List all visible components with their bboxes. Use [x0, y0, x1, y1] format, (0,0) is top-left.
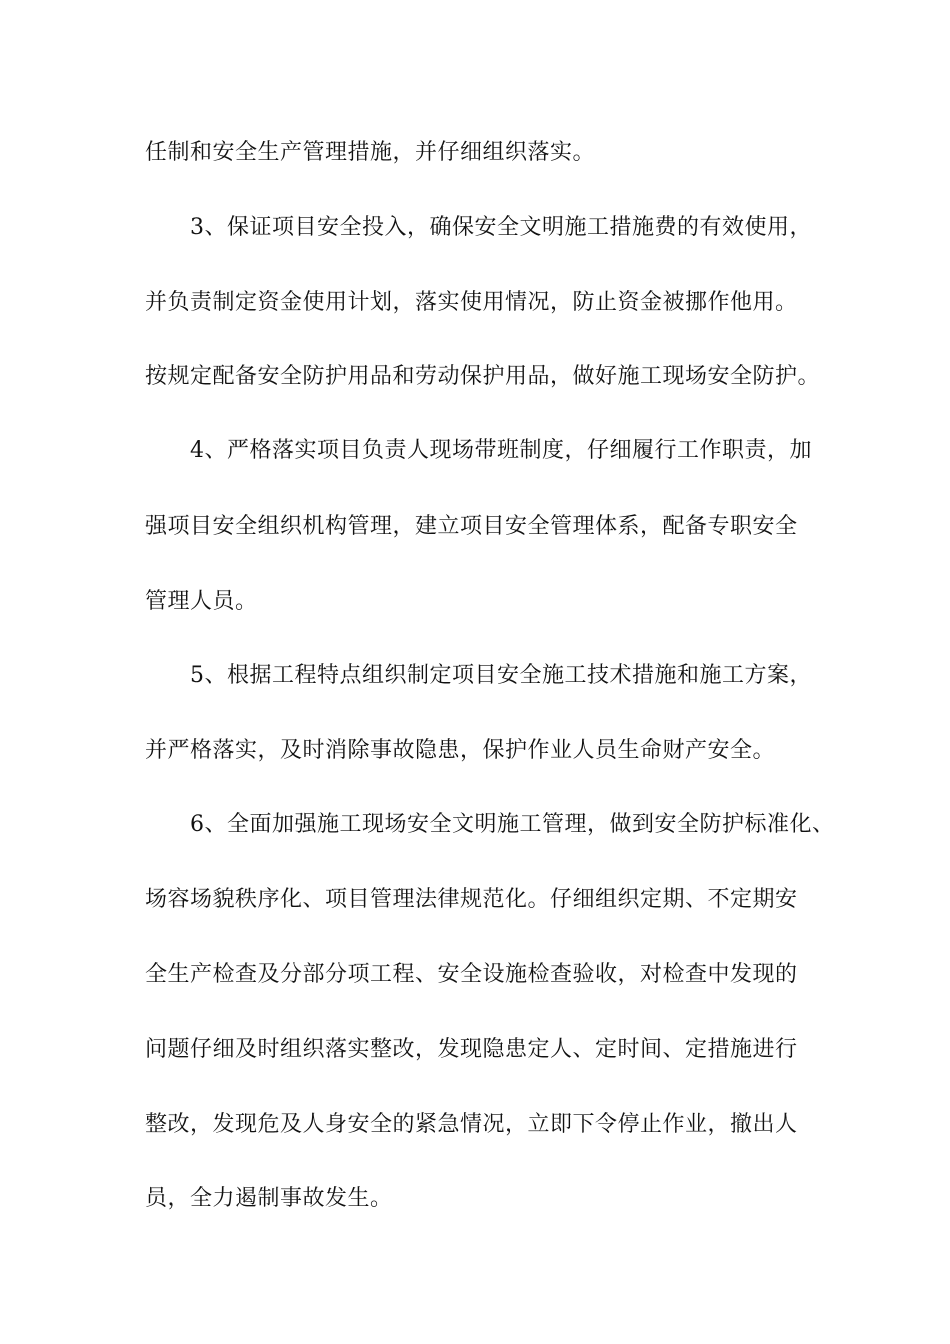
paragraph-3-start: 3、保证项目安全投入，确保安全文明施工措施费的有效使用， — [190, 215, 812, 240]
text-line: 管理人员。 — [145, 589, 258, 614]
text-line: 问题仔细及时组织落实整改，发现隐患定人、定时间、定措施进行 — [145, 1037, 798, 1062]
text-line: 并负责制定资金使用计划，落实使用情况，防止资金被挪作他用。 — [145, 290, 798, 315]
text-line: 全生产检查及分部分项工程、安全设施检查验收，对检查中发现的 — [145, 962, 798, 987]
text-line: 强项目安全组织机构管理，建立项目安全管理体系，配备专职安全 — [145, 514, 798, 539]
text-line: 按规定配备安全防护用品和劳动保护用品，做好施工现场安全防护。 — [145, 364, 821, 389]
text-line: 场容场貌秩序化、项目管理法律规范化。仔细组织定期、不定期安 — [145, 887, 798, 912]
paragraph-4-start: 4、严格落实项目负责人现场带班制度，仔细履行工作职责，加 — [190, 438, 812, 463]
text-line: 并严格落实，及时消除事故隐患，保护作业人员生命财产安全。 — [145, 738, 776, 763]
paragraph-5-start: 5、根据工程特点组织制定项目安全施工技术措施和施工方案， — [190, 663, 812, 688]
text-line: 任制和安全生产管理措施，并仔细组织落实。 — [145, 140, 596, 165]
text-line: 整改，发现危及人身安全的紧急情况，立即下令停止作业，撤出人 — [145, 1112, 798, 1137]
paragraph-6-start: 6、全面加强施工现场安全文明施工管理，做到安全防护标准化、 — [190, 812, 835, 837]
text-line: 员，全力遏制事故发生。 — [145, 1186, 393, 1211]
